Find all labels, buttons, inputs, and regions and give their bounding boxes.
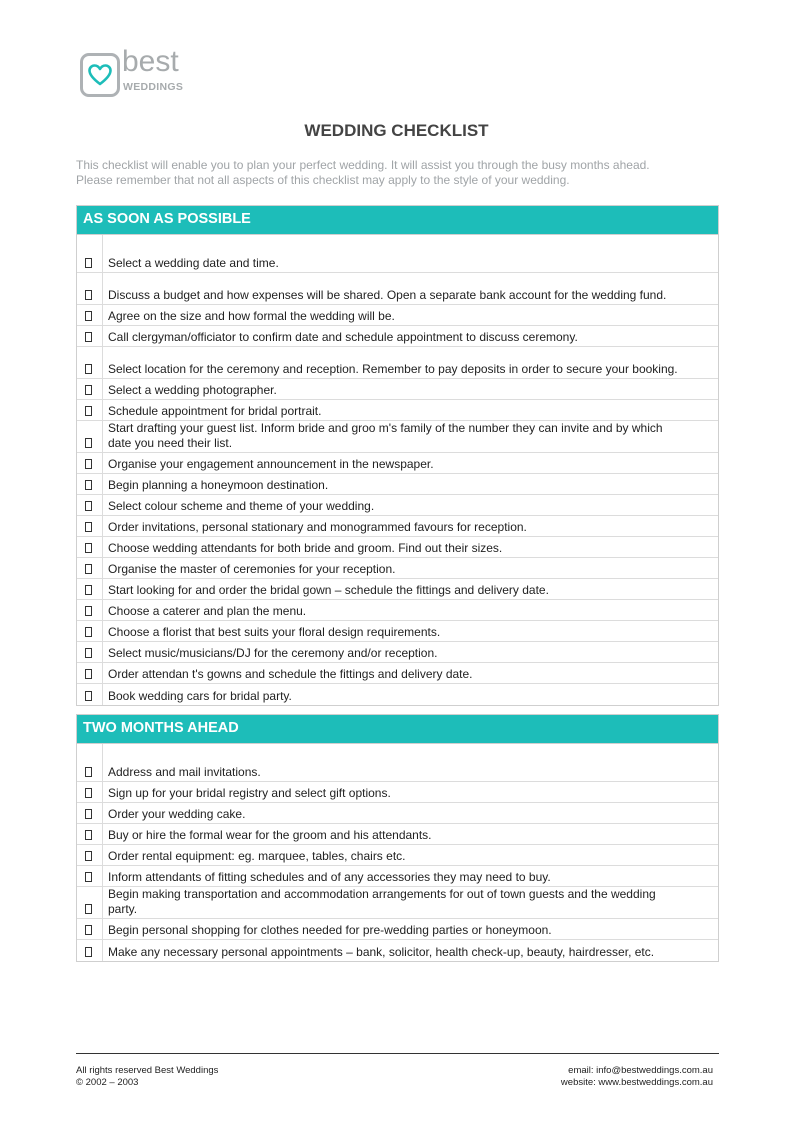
checkbox-cell [77, 845, 103, 865]
checklist-item [77, 453, 718, 474]
checklist-item-text: Organise the master of ceremonies for your reception. [108, 561, 396, 576]
checkbox-cell [77, 782, 103, 802]
checkbox-cell [77, 744, 103, 781]
checkbox[interactable] [85, 627, 92, 637]
footer-copyright: © 2002 – 2003 [76, 1077, 139, 1088]
checklist-item-text: Start looking for and order the bridal gown – schedule the fittings and delivery date. [108, 582, 549, 597]
checklist-item-text: Begin making transportation and accommodation arrangements for out of town guests and the wedding party. [108, 887, 656, 916]
page-title: WEDDING CHECKLIST [304, 121, 489, 140]
checkbox-cell [77, 326, 103, 346]
checkbox[interactable] [85, 438, 92, 448]
checklist-item [77, 273, 718, 305]
checkbox[interactable] [85, 564, 92, 574]
checklist-item-text: Choose a caterer and plan the menu. [108, 603, 307, 618]
checkbox-cell [77, 558, 103, 578]
checklist-item [77, 326, 718, 347]
checkbox[interactable] [85, 459, 92, 469]
checklist-item [77, 845, 718, 866]
checkbox[interactable] [85, 947, 92, 957]
checklist-item-text: Agree on the size and how formal the wedding will be. [108, 308, 395, 323]
checklist-item-text: Select a wedding photographer. [108, 382, 277, 397]
intro-line-1: This checklist will enable you to plan your perfect wedding. It will assist you through the busy months ahead. [76, 158, 650, 172]
checklist-item-text: Schedule appointment for bridal portrait. [108, 403, 322, 418]
checklist-item-text: Make any necessary personal appointments – bank, solicitor, health check-up, beauty, hairdresser, etc. [108, 944, 655, 959]
footer-website: website: www.bestweddings.com.au [560, 1077, 713, 1088]
intro-line-2: Please remember that not all aspects of this checklist may apply to the style of your wedding. [76, 173, 570, 187]
checklist-item-text: Order attendan t's gowns and schedule the fittings and delivery date. [108, 666, 473, 681]
checklist-item [77, 782, 718, 803]
checkbox[interactable] [85, 925, 92, 935]
checkbox-cell [77, 400, 103, 420]
checkbox[interactable] [85, 872, 92, 882]
checkbox-cell [77, 516, 103, 536]
checkbox-cell [77, 663, 103, 683]
checklist-item-text: Call clergyman/officiator to confirm date and schedule appointment to discuss ceremony. [108, 329, 578, 344]
checklist-item-text: Choose wedding attendants for both bride and groom. Find out their sizes. [108, 540, 503, 555]
checkbox[interactable] [85, 332, 92, 342]
checklist-item [77, 558, 718, 579]
checkbox[interactable] [85, 480, 92, 490]
checkbox-cell [77, 379, 103, 399]
checkbox-cell [77, 919, 103, 939]
checkbox-cell [77, 305, 103, 325]
checkbox-cell [77, 621, 103, 641]
checkbox[interactable] [85, 406, 92, 416]
checklist-rows [77, 234, 718, 705]
section-heading: AS SOON AS POSSIBLE [77, 206, 718, 234]
logo-word-best: best [122, 45, 179, 78]
checkbox[interactable] [85, 648, 92, 658]
checklist-item-text: Discuss a budget and how expenses will be shared. Open a separate bank account for the wedding fund. [108, 287, 667, 302]
checkbox-cell [77, 347, 103, 378]
checkbox-cell [77, 495, 103, 515]
checklist-item [77, 421, 718, 453]
checkbox[interactable] [85, 522, 92, 532]
checkbox[interactable] [85, 311, 92, 321]
checklist-item [77, 495, 718, 516]
checklist-item [77, 744, 718, 782]
footer-right [561, 1065, 713, 1089]
checklist-item-text: Order your wedding cake. [108, 806, 246, 821]
checklist-item [77, 600, 718, 621]
checklist-item [77, 621, 718, 642]
checklist-item-text: Organise your engagement announcement in the newspaper. [108, 456, 434, 471]
checkbox[interactable] [85, 691, 92, 701]
checkbox-cell [77, 824, 103, 844]
checkbox[interactable] [85, 585, 92, 595]
checklist-item-text: Choose a florist that best suits your floral design requirements. [108, 624, 441, 639]
footer-email: email: info@bestweddings.com.au [568, 1065, 713, 1076]
checklist-item [77, 866, 718, 887]
checklist-item-text: Buy or hire the formal wear for the groom and his attendants. [108, 827, 432, 842]
checkbox-cell [77, 453, 103, 473]
checklist-item [77, 824, 718, 845]
checkbox[interactable] [85, 290, 92, 300]
checkbox[interactable] [85, 809, 92, 819]
checkbox-cell [77, 600, 103, 620]
checkbox[interactable] [85, 767, 92, 777]
checklist-item [77, 379, 718, 400]
checkbox-cell [77, 642, 103, 662]
checklist-item [77, 642, 718, 663]
checklist-item [77, 235, 718, 273]
brand-logo [80, 45, 210, 99]
checkbox-cell [77, 887, 103, 918]
footer-rights: All rights reserved Best Weddings [76, 1065, 219, 1076]
checklist-item-text: Inform attendants of fitting schedules and of any accessories they may need to buy. [108, 869, 551, 884]
checklist-item-text: Select colour scheme and theme of your wedding. [108, 498, 375, 513]
checklist-item [77, 940, 718, 961]
checkbox-cell [77, 803, 103, 823]
checkbox[interactable] [85, 830, 92, 840]
checklist-rows [77, 743, 718, 961]
footer-left [76, 1065, 218, 1089]
section-as-soon-as-possible [76, 205, 719, 706]
checklist-item [77, 537, 718, 558]
checklist-item [77, 474, 718, 495]
checkbox[interactable] [85, 606, 92, 616]
checkbox[interactable] [85, 385, 92, 395]
checklist-item-text: Select music/musicians/DJ for the ceremony and/or reception. [108, 645, 438, 660]
checklist-item [77, 305, 718, 326]
checklist-item-text: Begin personal shopping for clothes needed for pre-wedding parties or honeymoon. [108, 922, 552, 937]
checkbox[interactable] [85, 364, 92, 374]
checkbox-cell [77, 235, 103, 272]
checklist-item-text: Book wedding cars for bridal party. [108, 688, 292, 703]
checklist-item-text: Address and mail invitations. [108, 764, 261, 779]
checkbox-cell [77, 537, 103, 557]
checkbox[interactable] [85, 904, 92, 914]
checklist-item [77, 400, 718, 421]
checkbox-cell [77, 684, 103, 705]
checklist-item-text: Select a wedding date and time. [108, 255, 279, 270]
checkbox[interactable] [85, 851, 92, 861]
checklist-item-text: Order invitations, personal stationary and monogrammed favours for reception. [108, 519, 527, 534]
intro-text [76, 158, 726, 188]
footer-divider [76, 1053, 719, 1054]
section-two-months-ahead [76, 714, 719, 962]
heart-icon [88, 64, 112, 86]
checkbox[interactable] [85, 788, 92, 798]
checkbox[interactable] [85, 501, 92, 511]
checklist-item-text: Select location for the ceremony and reception. Remember to pay deposits in order to secure your booking. [108, 361, 678, 376]
checkbox-cell [77, 421, 103, 452]
checkbox[interactable] [85, 669, 92, 679]
checkbox[interactable] [85, 543, 92, 553]
checklist-item [77, 347, 718, 379]
checklist-item [77, 684, 718, 705]
checklist-item [77, 919, 718, 940]
logo-word-weddings: WEDDINGS [123, 81, 184, 93]
checklist-item-text: Order rental equipment: eg. marquee, tables, chairs etc. [108, 848, 406, 863]
checkbox-cell [77, 273, 103, 304]
section-heading: TWO MONTHS AHEAD [77, 715, 718, 743]
checklist-item [77, 516, 718, 537]
checkbox-cell [77, 474, 103, 494]
checklist-item-text: Start drafting your guest list. Inform bride and groo m's family of the number they can invite and by which date you need their list. [108, 421, 663, 450]
checkbox-cell [77, 579, 103, 599]
checklist-item [77, 663, 718, 684]
checklist-item [77, 579, 718, 600]
logo-frame [80, 53, 120, 97]
checkbox-cell [77, 940, 103, 961]
checkbox[interactable] [85, 258, 92, 268]
checklist-item [77, 803, 718, 824]
checklist-item [77, 887, 718, 919]
checklist-item-text: Begin planning a honeymoon destination. [108, 477, 329, 492]
checklist-item-text: Sign up for your bridal registry and select gift options. [108, 785, 391, 800]
checkbox-cell [77, 866, 103, 886]
